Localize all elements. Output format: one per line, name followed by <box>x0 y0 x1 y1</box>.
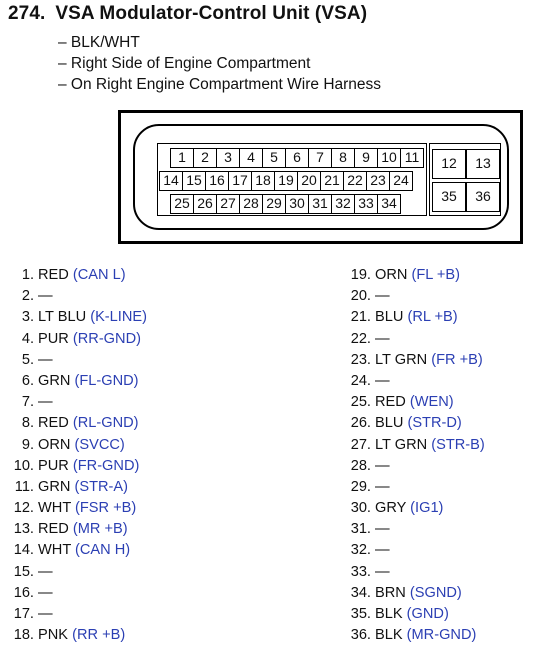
wire-color: — <box>375 563 390 580</box>
pin-row <box>0 583 280 604</box>
wire-color: BLU <box>375 415 404 432</box>
pin-row <box>320 329 550 350</box>
pin-row <box>320 562 550 583</box>
pin-number: 13. <box>13 521 34 538</box>
signal-name: (SGND) <box>409 584 462 601</box>
pin-row <box>0 519 280 540</box>
wire-color: BLK <box>375 627 403 644</box>
wire-color: BLK <box>375 606 403 622</box>
connector-pin: 8 <box>331 148 355 168</box>
signal-name: (K-LINE) <box>90 309 147 326</box>
wire-color: — <box>375 288 390 305</box>
pin-number: 20. <box>350 288 371 305</box>
pin-row <box>0 625 280 646</box>
signal-name: (RR-GND) <box>72 330 141 347</box>
pin-number: 32. <box>350 542 371 559</box>
pin-number: 23. <box>350 351 371 368</box>
wire-color: — <box>38 288 53 305</box>
pin-number: 3. <box>21 309 34 326</box>
pin-row <box>320 392 550 413</box>
connector-pin: 16 <box>205 171 229 191</box>
connector-pin: 5 <box>262 148 286 168</box>
connector-harness: – On Right Engine Compartment Wire Harness <box>58 76 382 93</box>
pin-row <box>0 540 280 561</box>
signal-name: (WEN) <box>409 394 454 411</box>
pin-row <box>0 371 280 392</box>
pin-number: 26. <box>350 415 371 432</box>
signal-name: (CAN L) <box>72 267 126 283</box>
connector-pin: 31 <box>308 194 332 214</box>
wire-color: — <box>375 330 390 347</box>
pin-row <box>320 286 550 307</box>
connector-pin: 35 <box>432 182 466 212</box>
pin-row <box>320 540 550 561</box>
pin-number: 28. <box>350 457 371 474</box>
pin-row <box>0 477 280 498</box>
pin-number: 1. <box>21 267 34 283</box>
pin-row <box>320 456 550 477</box>
signal-name: (STR-D) <box>407 415 462 432</box>
connector-pin: 11 <box>400 148 424 168</box>
connector-pin: 12 <box>432 149 466 179</box>
wire-color: ORN <box>38 436 71 453</box>
wire-color: — <box>38 606 53 622</box>
connector-pin: 25 <box>170 194 194 214</box>
wire-color: ORN <box>375 267 408 283</box>
pin-row <box>320 625 550 646</box>
wire-color: PUR <box>38 457 69 474</box>
wire-color: — <box>375 542 390 559</box>
connector-color: – BLK/WHT <box>58 34 140 51</box>
signal-name: (FSR +B) <box>75 500 137 517</box>
pin-row <box>0 604 280 625</box>
signal-name: (FR +B) <box>431 351 483 368</box>
pin-row <box>320 498 550 519</box>
wire-color: LT BLU <box>38 309 87 326</box>
pin-number: 25. <box>350 394 371 411</box>
pin-number: 11. <box>14 478 34 495</box>
connector-pin: 36 <box>466 182 500 212</box>
pin-row <box>0 265 280 286</box>
pin-number: 19. <box>350 267 371 283</box>
pin-number: 35. <box>350 606 371 622</box>
pin-number: 4. <box>21 330 34 347</box>
connector-pin: 18 <box>251 171 275 191</box>
pin-row <box>320 350 550 371</box>
wire-color: BLU <box>375 309 404 326</box>
pin-row <box>0 350 280 371</box>
connector-pin: 33 <box>354 194 378 214</box>
wire-color: — <box>38 394 53 411</box>
wire-color: RED <box>375 394 406 411</box>
connector-pin: 1 <box>170 148 194 168</box>
pin-number: 31. <box>350 521 371 538</box>
wire-color: — <box>375 457 390 474</box>
connector-location: – Right Side of Engine Compartment <box>58 55 311 72</box>
pin-row <box>0 435 280 456</box>
pin-row <box>0 413 280 434</box>
pin-number: 22. <box>350 330 371 347</box>
signal-name: (SVCC) <box>74 436 125 453</box>
pin-number: 9. <box>21 436 34 453</box>
wire-color: GRN <box>38 478 71 495</box>
pin-row <box>0 392 280 413</box>
wire-color: GRY <box>375 500 407 517</box>
pin-number: 34. <box>350 584 371 601</box>
pin-number: 5. <box>21 351 34 368</box>
component-name: VSA Modulator-Control Unit (VSA) <box>55 3 368 24</box>
signal-name: (IG1) <box>410 500 444 517</box>
connector-pin: 34 <box>377 194 401 214</box>
connector-pin: 24 <box>389 171 413 191</box>
connector-pin: 6 <box>285 148 309 168</box>
wire-color: RED <box>38 415 69 432</box>
wire-color: RED <box>38 521 69 538</box>
pin-list-right <box>320 265 550 646</box>
pin-number: 2. <box>21 288 34 305</box>
signal-name: (RL +B) <box>407 309 458 326</box>
pin-number: 14. <box>13 542 34 559</box>
pin-number: 27. <box>350 436 371 453</box>
signal-name: (FL-GND) <box>74 372 139 389</box>
connector-pin: 2 <box>193 148 217 168</box>
signal-name: (STR-B) <box>431 436 485 453</box>
connector-pin: 7 <box>308 148 332 168</box>
pin-number: 29. <box>350 478 371 495</box>
signal-name: (MR-GND) <box>406 627 477 644</box>
connector-pin: 29 <box>262 194 286 214</box>
connector-pin: 4 <box>239 148 263 168</box>
wire-color: LT GRN <box>375 351 428 368</box>
wire-color: — <box>38 584 53 601</box>
connector-pin: 14 <box>159 171 183 191</box>
connector-pin: 9 <box>354 148 378 168</box>
wire-color: — <box>375 521 390 538</box>
connector-details <box>58 32 381 95</box>
connector-pin: 32 <box>331 194 355 214</box>
wire-color: — <box>375 478 390 495</box>
pin-number: 33. <box>350 563 371 580</box>
connector-pin: 20 <box>297 171 321 191</box>
pin-number: 17. <box>13 606 34 622</box>
pin-row <box>320 519 550 540</box>
pin-row <box>320 371 550 392</box>
wire-color: — <box>375 372 390 389</box>
signal-name: (CAN H) <box>75 542 131 559</box>
wire-color: PUR <box>38 330 69 347</box>
pin-number: 6. <box>21 372 34 389</box>
item-number: 274. <box>8 3 46 24</box>
connector-pin: 23 <box>366 171 390 191</box>
connector-pin: 22 <box>343 171 367 191</box>
pin-number: 21. <box>350 309 371 326</box>
signal-name: (RL-GND) <box>72 415 139 432</box>
signal-name: (FL +B) <box>411 267 461 283</box>
pin-row <box>320 604 550 625</box>
pin-row <box>0 498 280 519</box>
pin-row <box>0 286 280 307</box>
pin-row <box>320 265 550 286</box>
connector-pin: 28 <box>239 194 263 214</box>
pin-row <box>0 307 280 328</box>
connector-pin: 30 <box>285 194 309 214</box>
pin-row <box>0 562 280 583</box>
pin-number: 15. <box>13 563 34 580</box>
wire-color: LT GRN <box>375 436 428 453</box>
connector-pin: 26 <box>193 194 217 214</box>
wire-color: WHT <box>38 500 71 517</box>
signal-name: (FR-GND) <box>72 457 140 474</box>
connector-pin: 19 <box>274 171 298 191</box>
pin-number: 8. <box>21 415 34 432</box>
pin-number: 18. <box>13 627 34 644</box>
connector-pin: 17 <box>228 171 252 191</box>
connector-pin: 10 <box>377 148 401 168</box>
page-title <box>8 3 367 25</box>
wire-color: — <box>38 563 53 580</box>
signal-name: (RR +B) <box>72 627 126 644</box>
pin-row <box>320 477 550 498</box>
connector-pin: 3 <box>216 148 240 168</box>
wire-color: WHT <box>38 542 71 559</box>
wire-color: GRN <box>38 372 71 389</box>
pin-row <box>320 435 550 456</box>
pin-row <box>320 413 550 434</box>
pin-number: 30. <box>350 500 371 517</box>
connector-pin: 15 <box>182 171 206 191</box>
pin-row <box>320 307 550 328</box>
pin-row <box>320 583 550 604</box>
pin-row <box>0 329 280 350</box>
pin-number: 24. <box>350 372 371 389</box>
pin-number: 16. <box>13 584 34 601</box>
pin-row <box>0 456 280 477</box>
pin-number: 36. <box>350 627 371 644</box>
connector-pin: 13 <box>466 149 500 179</box>
wire-color: — <box>38 351 53 368</box>
signal-name: (GND) <box>406 606 449 622</box>
wire-color: PNK <box>38 627 69 644</box>
pin-list-left <box>0 265 280 646</box>
wire-color: BRN <box>375 584 406 601</box>
pin-number: 12. <box>13 500 34 517</box>
pin-number: 7. <box>21 394 34 411</box>
wire-color: RED <box>38 267 69 283</box>
pin-number: 10. <box>13 457 34 474</box>
connector-pin: 21 <box>320 171 344 191</box>
connector-pin: 27 <box>216 194 240 214</box>
signal-name: (STR-A) <box>74 478 129 495</box>
signal-name: (MR +B) <box>72 521 128 538</box>
